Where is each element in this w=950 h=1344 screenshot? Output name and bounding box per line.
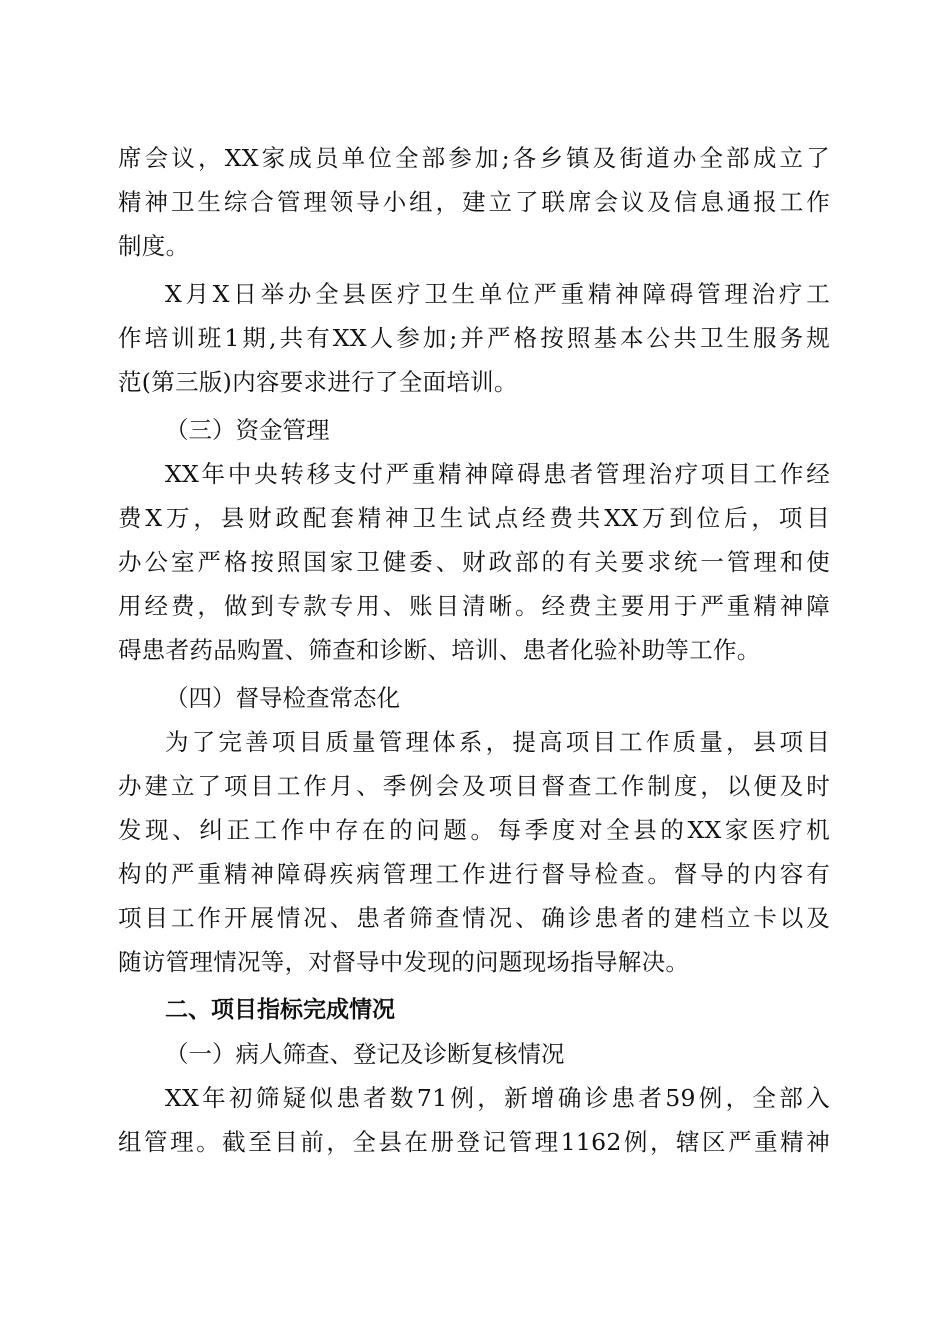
text-line: 发现、纠正工作中存在的问题。每季度对全县的XX家医疗机 [118, 816, 830, 844]
section-heading: （一）病人筛查、登记及诊断复核情况 [165, 1040, 565, 1068]
section-heading: （四）督导检查常态化 [165, 684, 400, 712]
section-heading: （三）资金管理 [165, 416, 330, 444]
text-line: 席会议，XX家成员单位全部参加;各乡镇及街道办全部成立了 [118, 144, 830, 172]
text-line: X月X日举办全县医疗卫生单位严重精神障碍管理治疗工 [165, 280, 830, 308]
text-line: 范(第三版)内容要求进行了全面培训。 [118, 368, 518, 396]
text-line: 用经费，做到专款专用、账目清晰。经费主要用于严重精神障 [118, 592, 830, 620]
heading-funds-management [118, 408, 830, 452]
text-line: 碍患者药品购置、筛查和诊断、培训、患者化验补助等工作。 [118, 636, 761, 664]
paragraph-supervision [118, 720, 830, 984]
text-line: 构的严重精神障碍疾病管理工作进行督导检查。督导的内容有 [118, 860, 830, 888]
paragraph-continuation [118, 136, 830, 268]
text-line: XX年初筛疑似患者数71例，新增确诊患者59例，全部入 [165, 1084, 830, 1112]
paragraph-funds [118, 452, 830, 672]
text-line: XX年中央转移支付严重精神障碍患者管理治疗项目工作经 [165, 460, 830, 488]
text-line: 为了完善项目质量管理体系，提高项目工作质量，县项目 [165, 728, 830, 756]
text-line: 制度。 [118, 232, 190, 260]
paragraph-training [118, 272, 830, 404]
heading-supervision [118, 676, 830, 720]
text-line: 精神卫生综合管理领导小组，建立了联席会议及信息通报工作 [118, 188, 830, 216]
text-line: 随访管理情况等，对督导中发现的问题现场指导解决。 [118, 948, 690, 976]
text-line: 办建立了项目工作月、季例会及项目督查工作制度，以便及时 [118, 772, 830, 800]
text-line: 组管理。截至目前，全县在册登记管理1162例，辖区严重精神 [118, 1128, 830, 1156]
text-line: 费X万，县财政配套精神卫生试点经费共XX万到位后，项目 [118, 504, 830, 532]
paragraph-screening [118, 1076, 830, 1164]
text-line: 办公室严格按照国家卫健委、财政部的有关要求统一管理和使 [118, 548, 830, 576]
heading-section-two [118, 988, 830, 1032]
section-title: 二、项目指标完成情况 [165, 997, 395, 1023]
heading-screening [118, 1032, 830, 1076]
text-line: 项目工作开展情况、患者筛查情况、确诊患者的建档立卡以及 [118, 904, 830, 932]
text-line: 作培训班1期,共有XX人参加;并严格按照基本公共卫生服务规 [118, 324, 830, 352]
